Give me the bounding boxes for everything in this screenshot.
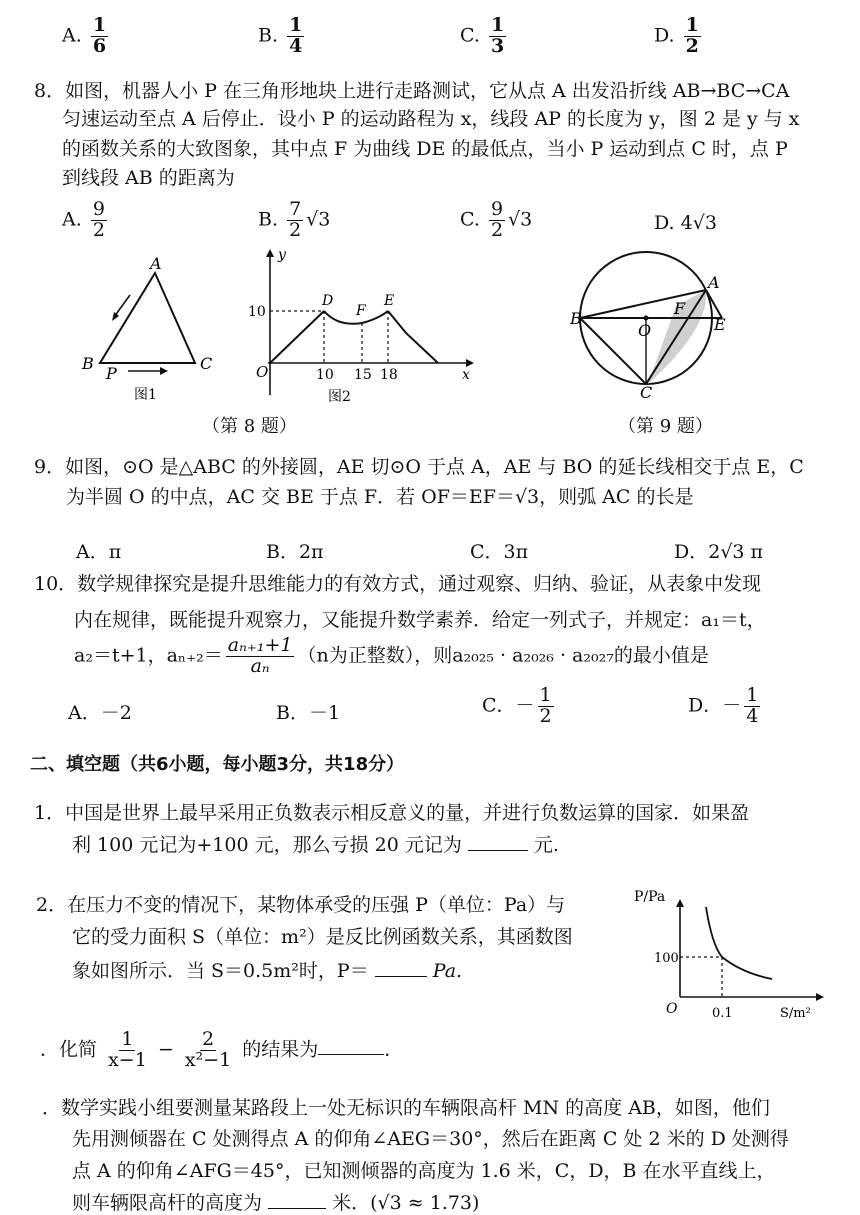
q7-option-a: A. $\frac{1}{6}$	[62, 14, 107, 57]
svg-text:10: 10	[316, 367, 334, 383]
q10-option-d: D．－ $\frac{1}{4}$	[688, 684, 759, 727]
q8-figure-2	[238, 245, 478, 405]
svg-text:E: E	[714, 315, 726, 334]
fill-4-answer-blank[interactable]	[268, 1190, 326, 1209]
fig1-label-b: B	[82, 354, 94, 373]
svg-text:D: D	[322, 293, 334, 309]
q9-option-a: A．π	[76, 541, 122, 563]
q10-option-b: B．－1	[276, 702, 341, 724]
svg-text:E: E	[384, 293, 395, 309]
fill-1-line-2: 利 100 元记为+100 元，那么亏损 20 元记为 元.	[72, 834, 559, 856]
svg-text:A: A	[708, 273, 720, 292]
svg-text:O: O	[256, 363, 269, 381]
svg-text:F: F	[674, 299, 686, 318]
svg-text:O: O	[666, 1001, 678, 1017]
q8-option-d: D. 4√3	[654, 212, 717, 234]
fill-2-graph	[630, 885, 830, 1025]
q10-line-3: a₂＝t+1，aₙ₊₂＝ $\frac{\text{aₙ₊₁+1}}{\text{aₙ}}$ （n为正整数），则a₂₀₂₅ · a₂₀₂₆ · a₂₀₂₇的最小值是	[74, 634, 709, 677]
q10-line-1: 10．数学规律探究是提升思维能力的有效方式，通过观察、归纳、验证，从表象中发现	[34, 573, 762, 595]
fill-2-line-2: 它的受力面积 S（单位：m²）是反比例函数关系，其函数图	[72, 926, 573, 948]
svg-text:O: O	[638, 321, 652, 340]
q8-line-2: 匀速运动至点 A 后停止．设小 P 的运动路程为 x，线段 AP 的长度为 y，图 2 是 y 与 x	[62, 108, 800, 130]
q8-option-a: A. $\frac{9}{2}$	[62, 198, 105, 241]
fill-4-line-4: 则车辆限高杆的高度为 米．(√3 ≈ 1.73)	[72, 1192, 480, 1214]
q9-option-c: C．3π	[470, 541, 529, 563]
q7-option-b: B. $\frac{1}{4}$	[258, 14, 303, 57]
q8-figure-1	[70, 255, 230, 405]
q9-option-b: B．2π	[266, 541, 324, 563]
q8-option-b: B. $\frac{7}{2}$ √3	[258, 198, 331, 241]
fill-2-line-3: 象如图所示．当 S＝0.5m²时，P＝ Pa.	[72, 960, 463, 982]
svg-text:C: C	[640, 383, 653, 398]
svg-text:x: x	[462, 367, 470, 383]
svg-text:10: 10	[248, 304, 266, 320]
fill-4-line-2: 先用测倾器在 C 处测得点 A 的仰角∠AEG＝30°，然后在距离 C 处 2 米的 D 处测得	[72, 1128, 789, 1150]
svg-text:0.1: 0.1	[712, 1006, 733, 1021]
q8-line-4: 到线段 AB 的距离为	[62, 167, 235, 189]
fill-1-line-1: 1．中国是世界上最早采用正负数表示相反意义的量，并进行负数运算的国家．如果盈	[34, 802, 750, 824]
fill-2-line-1: 2．在压力不变的情况下，某物体承受的压强 P（单位：Pa）与	[36, 894, 566, 916]
fig2-caption: 图2	[328, 389, 351, 405]
svg-text:15: 15	[354, 367, 372, 383]
q9-line-1: 9．如图，⊙O 是△ABC 的外接圆，AE 切⊙O 于点 A，AE 与 BO 的延长线相交于点 E，C	[34, 456, 804, 478]
q10-option-c: C．－ $\frac{1}{2}$	[482, 684, 552, 727]
fill-1-answer-blank[interactable]	[468, 832, 528, 851]
fig1-label-c: C	[200, 354, 213, 373]
fill-3-answer-blank[interactable]	[318, 1036, 384, 1055]
svg-text:S/m²: S/m²	[780, 1006, 811, 1021]
q8-line-1: 8．如图，机器人小 P 在三角形地块上进行走路测试，它从点 A 出发沿折线 AB→BC→CA	[34, 80, 790, 102]
q8-caption: （第 8 题）	[202, 416, 297, 437]
q8-option-c: C. $\frac{9}{2}$ √3	[460, 198, 533, 241]
q7-option-d: D. $\frac{1}{2}$	[654, 14, 699, 57]
fig1-label-p: P	[106, 364, 117, 383]
svg-text:B: B	[570, 309, 582, 328]
fill-2-answer-blank[interactable]	[375, 958, 427, 977]
fig1-label-a: A	[150, 255, 162, 273]
svg-text:y: y	[278, 247, 286, 263]
q8-line-3: 的函数关系的大致图象，其中点 F 为曲线 DE 的最低点，当小 P 运动到点 C 时，点 P	[62, 138, 788, 160]
q7-option-c: C. $\frac{1}{3}$	[460, 14, 505, 57]
svg-text:18: 18	[380, 367, 398, 383]
q10-line-2: 内在规律，既能提升观察力，又能提升数学素养．给定一列式子，并规定：a₁＝t，	[74, 609, 766, 631]
q9-caption: （第 9 题）	[618, 416, 713, 437]
q10-option-a: A．－2	[68, 702, 132, 724]
svg-text:P/Pa: P/Pa	[634, 889, 666, 905]
fill-3: ．化简 $\frac{1}{x-1}$ − $\frac{2}{\text{x²−1}}$ 的结果为 ．	[40, 1028, 404, 1071]
q9-line-2: 为半圆 O 的中点，AC 交 BE 于点 F．若 OF＝EF＝√3，则弧 AC 的长是	[66, 486, 694, 508]
svg-text:100: 100	[654, 951, 679, 966]
fig1-caption: 图1	[134, 387, 157, 403]
svg-text:F: F	[356, 303, 366, 319]
fill-4-line-1: ．数学实践小组要测量某路段上一处无标识的车辆限高杆 MN 的高度 AB，如图，他们	[42, 1097, 770, 1119]
q9-figure	[570, 238, 740, 398]
q9-option-d: D．2√3 π	[674, 541, 764, 563]
fill-4-line-3: 点 A 的仰角∠AFG＝45°，已知测倾器的高度为 1.6 米，C，D，B 在水平直线上，	[72, 1160, 776, 1182]
section-2-title: 二、填空题（共6小题，每小题3分，共18分）	[30, 754, 405, 775]
